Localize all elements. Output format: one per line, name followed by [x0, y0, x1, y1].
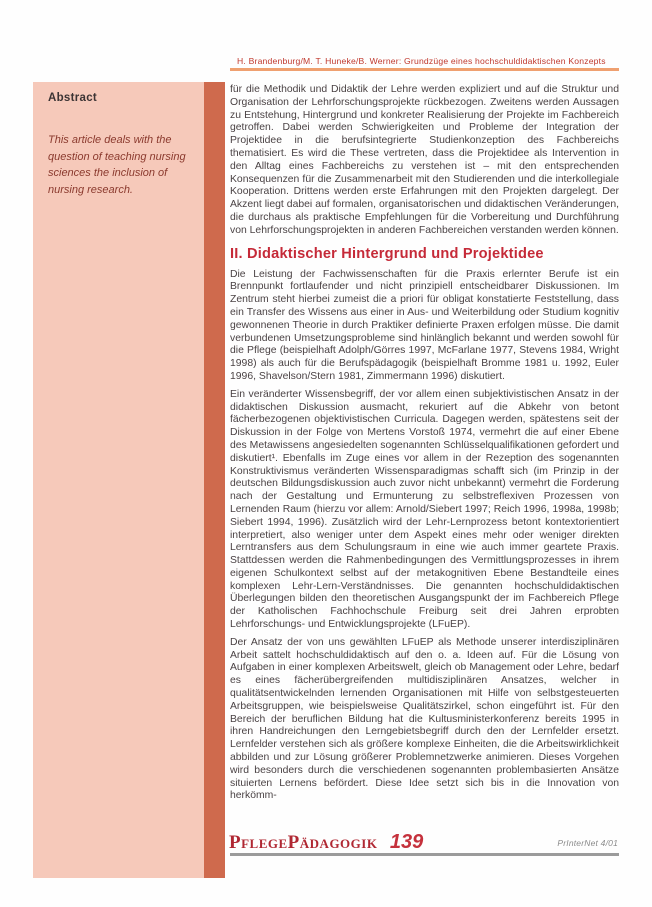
article-column [230, 84, 619, 808]
header-rule [230, 68, 619, 71]
section-heading: II. Didaktischer Hintergrund und Projektidee [230, 245, 544, 262]
journal-name: PflegePädagogik [229, 832, 378, 853]
abstract-content [48, 92, 198, 198]
abstract-text: This article deals with the question of teaching nursing sciences the inclusion of nursing research. [48, 134, 186, 196]
article-paragraph: Ein veränderter Wissensbegriff, der vor allem einen subjektivistischen Ansatz in der didaktischen Diskussion ausmacht, rekuriert auf die Abkehr von betont fächerbezogenen objektivistischen Curricula. Dagegen werden, spätestens seit der Diskussion in der Folge von Mertens Vorstoß 1974, vermehrt die auf einer Ebene des Metawissens angesiedelten sogenannten Schlüsselqualifikationen gefordert und diskutiert¹. Ebenfalls im Zuge eines vor allem in der Rezeption des sogenannten Konstruktivismus veränderten Wissensparadigmas schafft sich (im Prinzip in der deutschen Bildungsdiskussion auch zuvor nicht unbekannt) vermehrt die Forderung nach der Gestaltung und Ermunterung zu selbstreflexiven Prozessen von Lernenden Raum (hierzu vor allem: Arnold/Siebert 1997; Reich 1996, 1998a, 1998b; Siebert 1994, 1996). Zusätzlich wird der Lehr-Lernprozess betont kontextorientiert interpretiert, also weniger unter dem Aspekt eines mehr oder weniger direkten Lerntransfers aus dem Schulungsraum in eine wie auch immer geartete Praxis. Stattdessen werden die Rahmenbedingungen des Vermittlungsprozesses in ihrem eigenen Schulkontext selbst auf der metakognitiven Ebene Bestandteile eines komplexen Lehr-Lern-Verständnisses. Die genannten hochschuldidaktischen Überlegungen bilden den theoretischen Ausgangspunkt der im Fachbereich Pflege der Katholischen Fachhochschule Freiburg seit drei Jahren erprobten Lehrforschungs- und Entwicklungsprojekte (LFuEP). [230, 388, 619, 631]
article-paragraph: für die Methodik und Didaktik der Lehre werden expliziert und auf die Struktur und Organisation der Lehrforschungsprojekte rückbezogen. Zweitens werden Aussagen zu Entstehung, Hintergrund und konkreter Realisierung der Projekte im Fachbereich getroffen. Dabei werden Schwierigkeiten und Probleme der Integration der Projektidee in die berufsintegrierte Studienkonzeption des Fachbereichs thematisiert. Es wird die These vertreten, dass die Projektidee als Intervention in den Alltag eines Fachbereichs zu verstehen ist – mit den entsprechenden Konsequenzen für die Zusammenarbeit mit den Studierenden und die interkollegiale Kooperation. Drittens werden erste Erfahrungen mit den Projekten dargelegt. Der Akzent liegt dabei auf formalen, organisatorischen und didaktischen Veränderungen, die durchaus als praktische Empfehlungen für die Vorbereitung und Durchführung von Lehrforschungsprojekten in anderen Fachbereichen verstanden werden können. [230, 84, 619, 236]
footer-journal [229, 831, 423, 854]
article-paragraph: Der Ansatz der von uns gewählten LFuEP als Methode unserer interdisziplinären Arbeit sattelt hochschuldidaktisch auf den o. a. Ideen auf. Für die Lösung von Aufgaben in einer komplexen Arbeitswelt, gleich ob Management oder Lehre, bedarf es eines fächerübergreifenden multidisziplinären Ansatzes, welcher in qualitätsentwickelnden lernenden Organisationen mit Hilfe von selbstgesteuerten Arbeitsgruppen, wie beispielsweise Qualitätszirkel, schon eingeführt ist. Für den Bereich der beruflichen Bildung hat die Kultusministerkonferenz bereits 1995 in ihren Handreichungen den Lerngebietsbegriff durch den der Lernfelder ersetzt. Lernfelder verstehen sich als größere komplexe Einheiten, die die Arbeitswirklichkeit abbilden und zur Lösung größerer Problemnetzwerke animieren. Dieses Vorgehen wird besonders durch die verschiedenen sogenannten problembasierten Ansätze situierten Lernens befördert. Diese Idee setzt sich bis in die Innovation von herkömm- [230, 636, 619, 802]
article-paragraph: Die Leistung der Fachwissenschaften für die Praxis erlernter Berufe ist ein Brennpunkt fortlaufender und nicht prinzipiell entscheidbarer Diskussionen. Im Zentrum steht hierbei zumeist die a priori für obligat konstatierte Feststellung, dass ein Transfer des Wissens aus einer in Aus- und Weiterbildung oder Studium kognitiv gewonnenen Theorie in durch Praktiker definierte Praxen erfolgen müsse. Die damit verbundenen Umsetzungsprobleme sind hinlänglich bekannt und werden sowohl für die Pflege (beispielhaft Adolph/Görres 1997, McFarlane 1977, Stevens 1984, Wright 1998) als auch für die Berufspädagogik (beispielhaft Bromme 1981 u. 1992, Euler 1996, Shavelson/Stern 1981, Zimmermann 1996) diskutiert. [230, 268, 619, 382]
sidebar-accent-strip [204, 82, 225, 878]
footer-issue: PrInterNet 4/01 [557, 838, 618, 848]
page-number: 139 [389, 831, 424, 853]
footer-rule [230, 853, 619, 856]
abstract-title: Abstract [48, 92, 98, 104]
abstract-sidebar [33, 82, 225, 878]
running-header: H. Brandenburg/M. T. Huneke/B. Werner: Grundzüge eines hochschuldidaktischen Konzepts [237, 56, 606, 66]
